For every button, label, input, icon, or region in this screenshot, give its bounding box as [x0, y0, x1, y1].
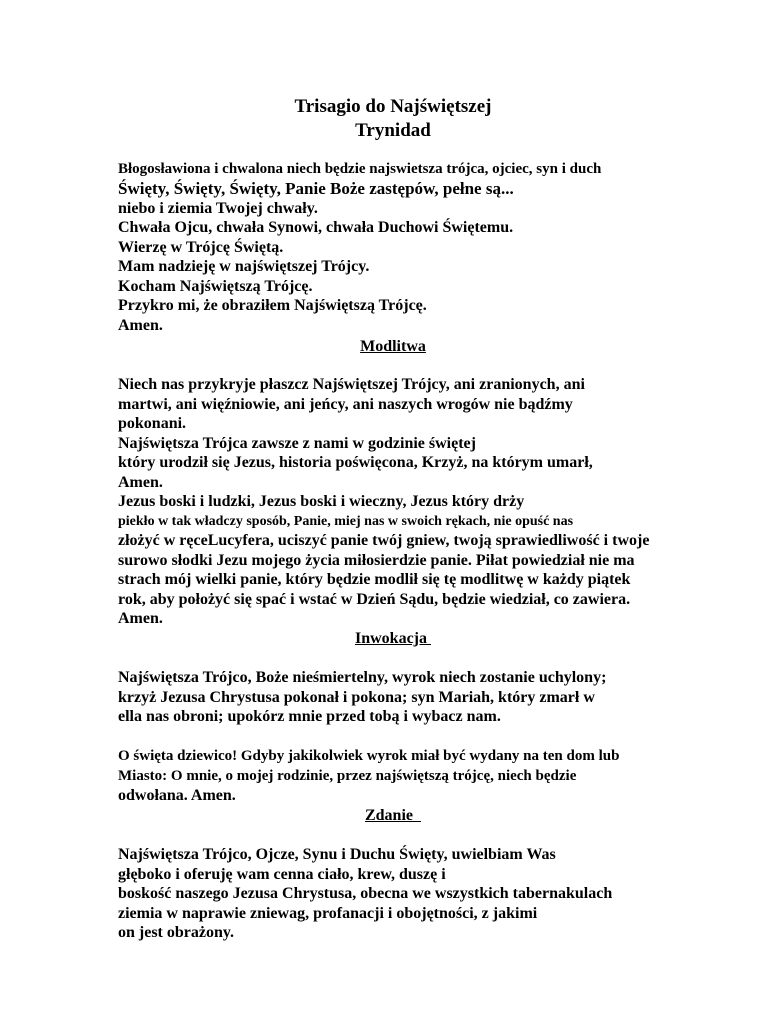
text-line: ella nas obroni; upokórz mnie przed tobą i wybacz nam. — [118, 708, 501, 725]
text-line: niebo i ziemia Twojej chwały. — [118, 200, 318, 217]
text-line: Najświętsza Trójco, Ojcze, Synu i Duchu Święty, uwielbiam Was — [118, 846, 556, 863]
text-line: boskość naszego Jezusa Chrystusa, obecna we wszystkich tabernakulach — [118, 885, 613, 902]
modlitwa-paragraph — [118, 375, 758, 628]
zdanie-paragraph — [118, 845, 758, 943]
text-line: krzyż Jezusa Chrystusa pokonał i pokona; syn Mariah, który zmarł w — [118, 689, 595, 706]
prosba-paragraph — [118, 746, 758, 806]
text-line: pokonani. — [118, 415, 187, 432]
intro-paragraph — [118, 159, 758, 335]
text-line: martwi, ani więźniowie, ani jeńcy, ani naszych wrogów nie bądźmy — [118, 396, 573, 413]
text-line: Kocham Najświętszą Trójcę. — [118, 278, 313, 295]
inwokacja-paragraph — [118, 668, 758, 727]
section-heading-zdanie: Zdanie — [364, 807, 421, 824]
text-line: on jest obrażony. — [118, 924, 234, 941]
text-line: złożyć w ręceLucyfera, uciszyć panie twój gniew, twoją sprawiedliwość i twoje — [118, 532, 650, 549]
text-line: który urodził się Jezus, historia poświęcona, Krzyż, na którym umarł, — [118, 454, 593, 471]
text-line: rok, aby położyć się spać i wstać w Dzień Sądu, będzie wiedział, co zawiera. — [118, 591, 631, 608]
text-line: Wierzę w Trójcę Świętą. — [118, 239, 284, 256]
text-line: Błogosławiona i chwalona niech będzie najswietsza trójca, ojciec, syn i duch — [118, 161, 602, 177]
text-line: głęboko i oferuję wam cenna ciało, krew, duszę i — [118, 866, 446, 883]
text-line: Mam nadzieję w najświętszej Trójcy. — [118, 258, 370, 275]
text-line: odwołana. Amen. — [118, 787, 236, 804]
text-line: Chwała Ojcu, chwała Synowi, chwała Duchowi Świętemu. — [118, 219, 514, 236]
text-line: Przykro mi, że obraziłem Najświętszą Trójcę. — [118, 297, 427, 314]
text-line: O święta dziewico! Gdyby jakikolwiek wyrok miał być wydany na ten dom lub — [118, 748, 620, 764]
text-line: Amen. — [118, 610, 163, 627]
text-line: piekło w tak władczy sposób, Panie, miej nas w swoich rękach, nie opuść nas — [118, 514, 574, 529]
text-line: Jezus boski i ludzki, Jezus boski i wieczny, Jezus który drży — [118, 493, 525, 510]
text-line: Święty, Święty, Święty, Panie Boże zastępów, pełne są... — [118, 179, 514, 198]
text-line: strach mój wielki panie, który będzie modlił się tę modlitwę w każdy piątek — [118, 571, 631, 588]
text-line: ziemia w naprawie zniewag, profanacji i obojętności, z jakimi — [118, 905, 538, 922]
section-heading-inwokacja: Inwokacja — [354, 630, 431, 647]
text-line: Najświętsza Trójco, Boże nieśmiertelny, wyrok niech zostanie uchylony; — [118, 669, 607, 686]
page-title-line-1: Trisagio do Najświętszej — [294, 96, 492, 117]
page-title-line-2: Trynidad — [355, 120, 431, 141]
text-line: Amen. — [118, 474, 163, 491]
text-line: Amen. — [118, 317, 163, 334]
text-line: surowo słodki Jezu mojego życia miłosierdzie panie. Piłat powiedział nie ma — [118, 552, 635, 569]
text-line: Niech nas przykryje płaszcz Najświętszej Trójcy, ani zranionych, ani — [118, 376, 585, 393]
section-heading-modlitwa: Modlitwa — [360, 338, 426, 355]
text-line: Miasto: O mnie, o mojej rodzinie, przez najświętszą trójcę, niech będzie — [118, 768, 577, 784]
text-line: Najświętsza Trójca zawsze z nami w godzinie świętej — [118, 435, 476, 452]
